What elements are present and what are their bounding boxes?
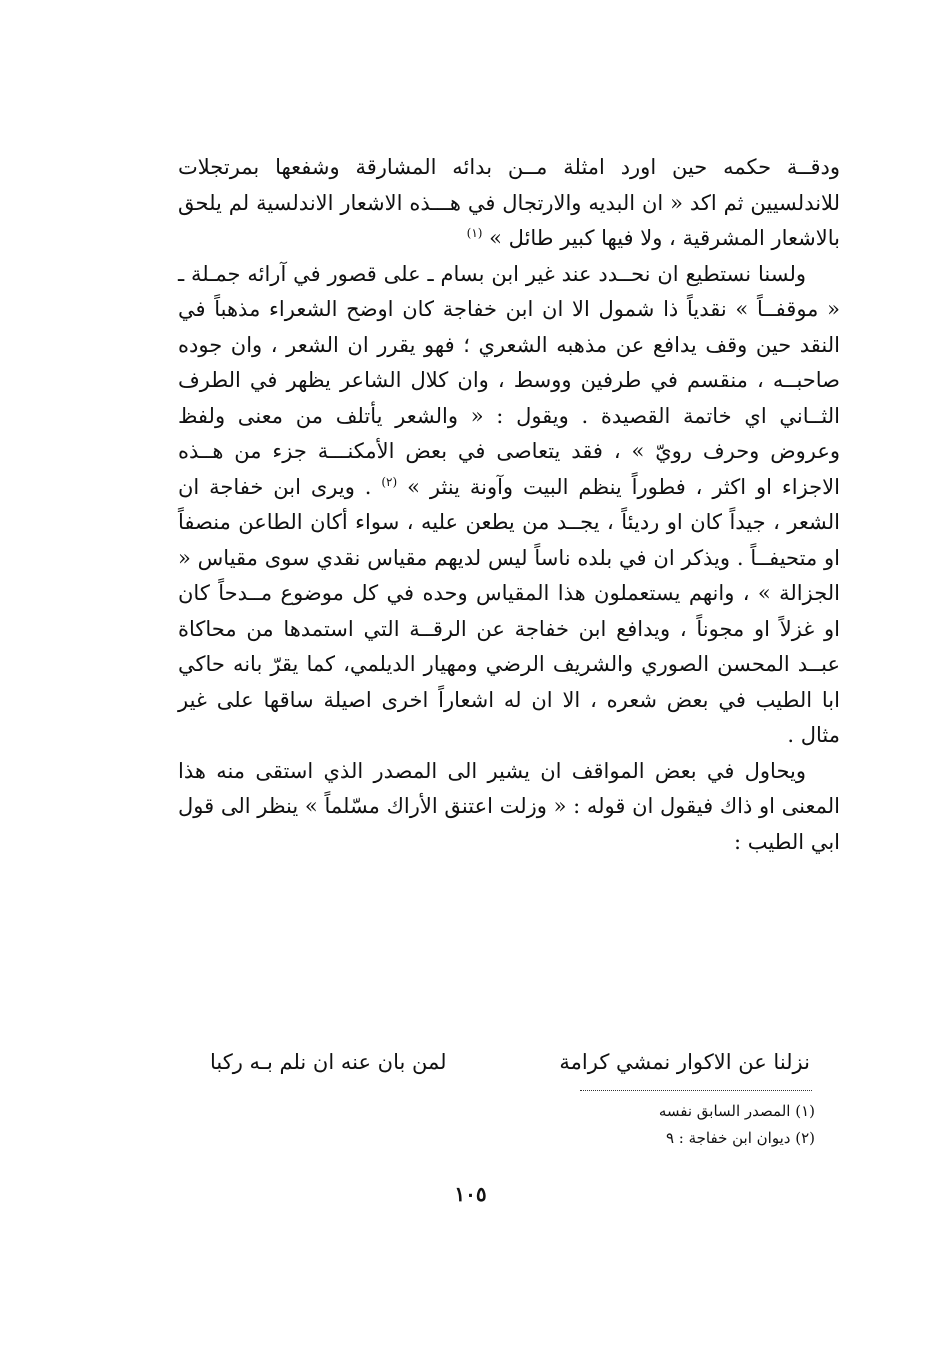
paragraph-3 — [178, 754, 840, 861]
poetry-verse — [210, 1044, 810, 1080]
paragraph-1-text: ودقــة حكمه حين اورد امثلة مــن بدائه المشارقة وشفعها بمرتجلات للاندلسيين ثم اكد « ان البديه والارتجال في هـــذه الاشعار الاندلسية لم يلحق بالاشعار المشرقية ، ولا فيها كبير طائل » — [178, 155, 840, 250]
page-number: ١٠٥ — [454, 1182, 487, 1206]
verse-second-hemistich: لمن بان عنه ان نلم بـه ركبا — [210, 1050, 447, 1074]
paragraph-2-text: ولسنا نستطيع ان نحــدد عند غير ابن بسام ـ على قصور في آرائه جمـلة ـ « موقفــاً » نقدياً ذا شمول الا ان ابن خفاجة كان اوضح الشعراء مذهباً في النقد حين وقف يدافع عن مذهبه الشعري ؛ فهو يقرر ان الشعر ، وان جوده صاحبــه ، منقسم في طرفين ووسط ، وان كلال الشاعر يظهر في الطرف الثــاني اي خاتمة القصيدة . ويقول : « والشعر يأتلف من معنى ولفظ وعروض وحرف رويّ » ، فقد يتعاصى في بعض الأمكنـــة جزء من هــذه الاجزاء او اكثر ، فطوراً ينظم البيت وآونة ينثر » — [178, 261, 840, 499]
paragraph-2-text-continued: . ويرى ابن خفاجة ان الشعر ، جيداً كان او رديئاً ، يجــد من يطعن عليه ، سواء أكان الطاعن منصفاً او متحيفــاً . ويذكر ان في بلده ناساً ليس لديهم مقياس نقدي سوى مقياس « الجزالة » ، وانهم يستعملون هذا المقياس وحده في كل موضوع مــدحاً كان او غزلاً او مجوناً ، ويدافع ابن خفاجة عن الرقــة التي استمدها من محاكاة عبــد المحسن الصوري والشريف الرضي ومهيار الديلمي، كما يقرّ بانه حاكي ابا الطيب في بعض شعره ، الا ان له اشعاراً اخرى اصيلة ساقها على غير مثال . — [178, 474, 840, 747]
paragraph-2 — [178, 257, 840, 754]
footnote-ref-1: (١) — [466, 226, 483, 240]
paragraph-1 — [178, 150, 840, 257]
footnote-1: (١) المصدر السابق نفسه — [658, 1102, 815, 1120]
footnotes — [315, 1098, 815, 1152]
body-text — [178, 150, 840, 860]
footnote-ref-2: (٢) — [381, 474, 398, 489]
footnote-2: (٢) ديوان ابن خفاجة : ٩ — [665, 1129, 815, 1147]
footnote-divider — [580, 1090, 812, 1091]
verse-first-hemistich: نزلنا عن الاكوار نمشي كرامة — [559, 1050, 810, 1074]
paragraph-3-text: ويحاول في بعض المواقف ان يشير الى المصدر الذي استقى منه هذا المعنى او ذاك فيقول ان قوله : « وزلت اعتنق الأراك مسّلماً » ينظر الى قول ابي الطيب : — [178, 758, 840, 854]
